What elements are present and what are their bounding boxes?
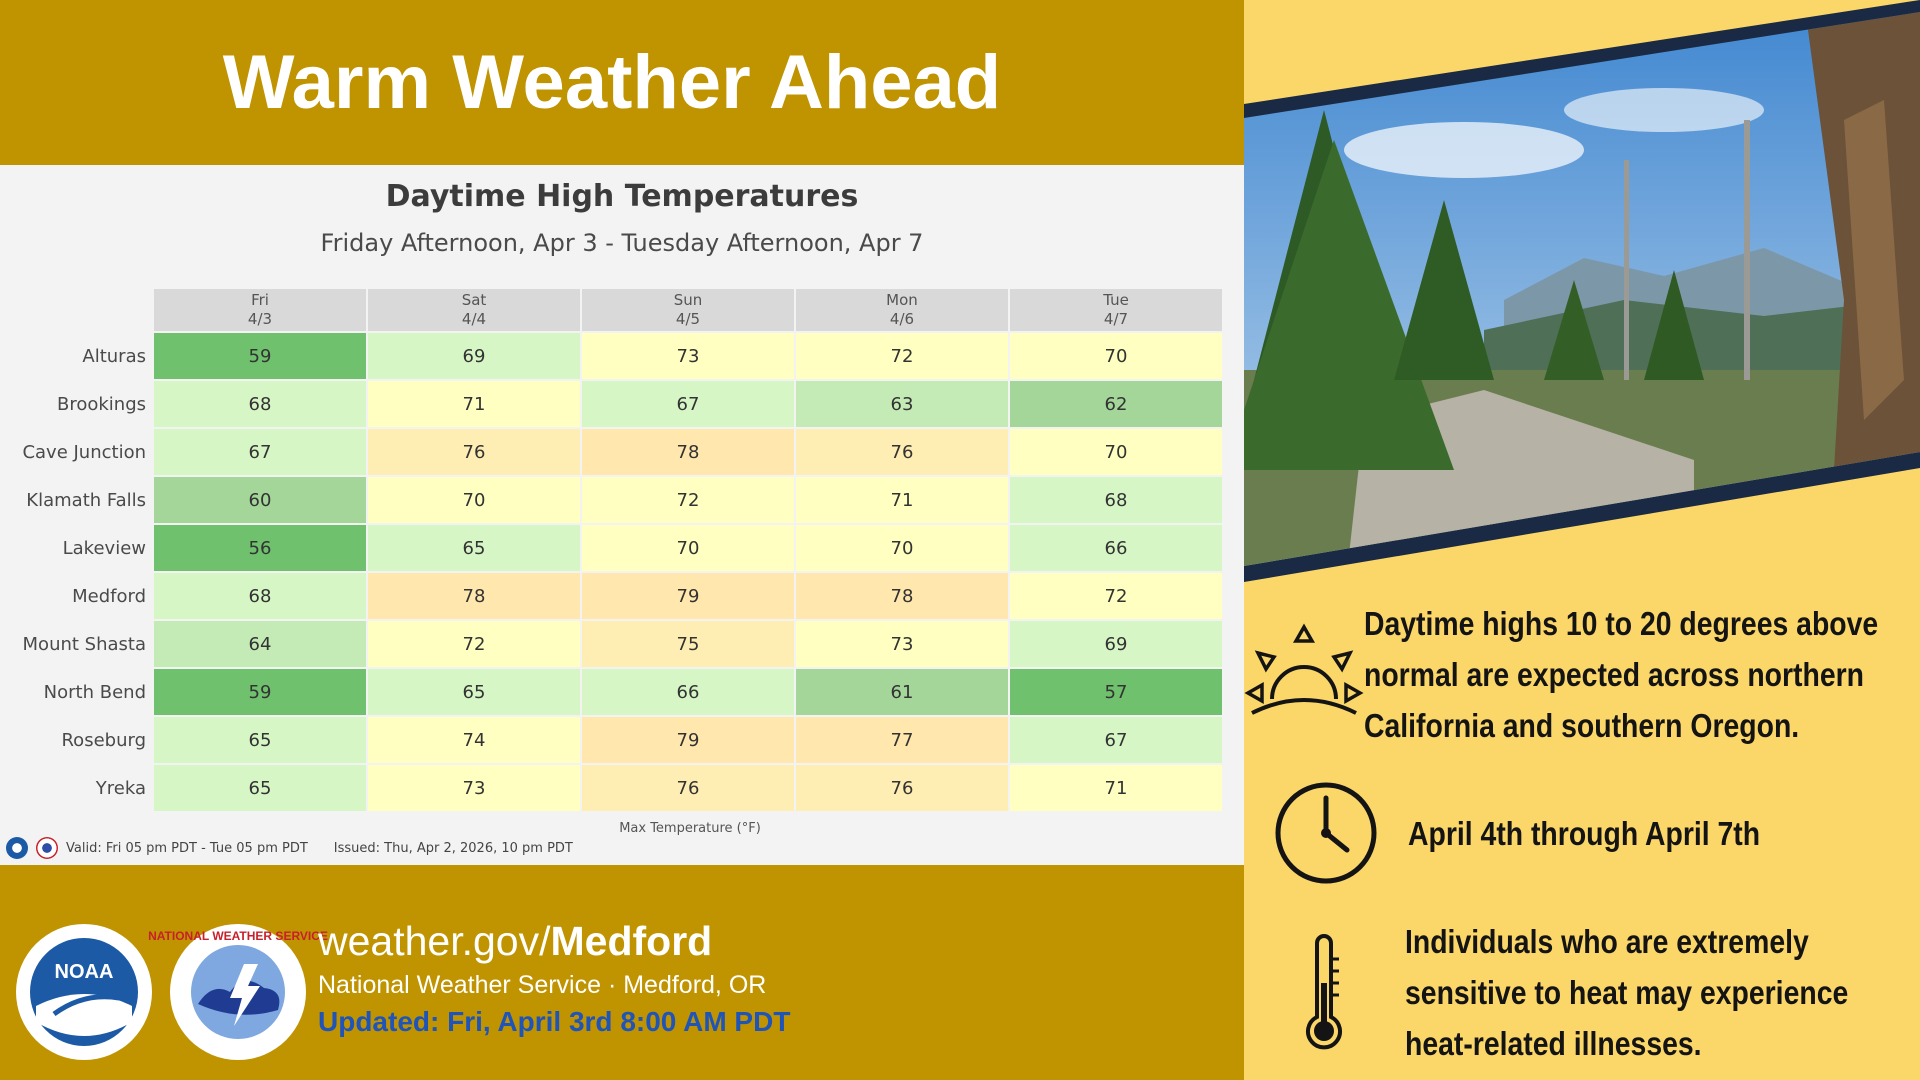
temperature-cell: 60 xyxy=(154,477,366,523)
temperature-cell: 74 xyxy=(368,717,580,763)
day-header: Sat 4/4 xyxy=(368,289,580,331)
right-panel xyxy=(1244,0,1920,1080)
temperature-cell: 65 xyxy=(368,669,580,715)
temperature-cell: 76 xyxy=(796,429,1008,475)
info-row-health xyxy=(1244,916,1920,1069)
valid-text: Valid: Fri 05 pm PDT - Tue 05 pm PDT xyxy=(66,840,308,856)
temperature-cell: 76 xyxy=(582,765,794,811)
table-row xyxy=(2,765,1222,811)
clock-icon xyxy=(1271,778,1381,888)
temperature-cell: 65 xyxy=(154,717,366,763)
noaa-logo-icon xyxy=(14,922,154,1062)
temperature-cell: 67 xyxy=(582,381,794,427)
day-header: Fri 4/3 xyxy=(154,289,366,331)
temperature-cell: 73 xyxy=(368,765,580,811)
table-row xyxy=(2,717,1222,763)
svg-text:NATIONAL WEATHER SERVICE: NATIONAL WEATHER SERVICE xyxy=(148,929,328,943)
headline: Warm Weather Ahead xyxy=(222,40,1002,125)
temperature-cell: 75 xyxy=(582,621,794,667)
temperature-cell: 59 xyxy=(154,669,366,715)
temperature-cell: 79 xyxy=(582,717,794,763)
nws-mini-logo-icon xyxy=(36,837,58,859)
temperature-cell: 71 xyxy=(1010,765,1222,811)
temperature-cell: 72 xyxy=(796,333,1008,379)
temperature-card xyxy=(0,165,1244,865)
temperature-cell: 72 xyxy=(582,477,794,523)
info-text-health: Individuals who are extremely sensitive to heat may experience heat-related illnesses. xyxy=(1404,923,1848,1062)
temperature-cell: 65 xyxy=(368,525,580,571)
table-header-row xyxy=(2,289,1222,331)
nws-logo-icon xyxy=(148,922,328,1062)
temperature-cell: 67 xyxy=(154,429,366,475)
temperature-cell: 69 xyxy=(368,333,580,379)
temperature-cell: 73 xyxy=(796,621,1008,667)
forest-photo xyxy=(1244,0,1920,600)
city-label: Yreka xyxy=(95,777,146,799)
temperature-cell: 78 xyxy=(582,429,794,475)
temperature-cell: 76 xyxy=(368,429,580,475)
temperature-cell: 57 xyxy=(1010,669,1222,715)
table-row xyxy=(2,381,1222,427)
thermometer-icon xyxy=(1289,933,1359,1053)
city-label: Brookings xyxy=(56,393,146,415)
temperature-cell: 69 xyxy=(1010,621,1222,667)
city-label: Cave Junction xyxy=(22,441,146,463)
table-row xyxy=(2,525,1222,571)
card-title: Daytime High Temperatures xyxy=(385,179,859,214)
temperature-cell: 65 xyxy=(154,765,366,811)
temperature-cell: 73 xyxy=(582,333,794,379)
card-footer xyxy=(6,837,573,859)
office-name: National Weather Service · Medford, OR xyxy=(318,971,767,999)
temperature-cell: 72 xyxy=(1010,573,1222,619)
table-corner xyxy=(2,289,152,331)
temperature-cell: 78 xyxy=(796,573,1008,619)
temperature-cell: 61 xyxy=(796,669,1008,715)
temperature-cell: 76 xyxy=(796,765,1008,811)
temperature-cell: 70 xyxy=(1010,429,1222,475)
temperature-cell: 70 xyxy=(582,525,794,571)
table-row xyxy=(2,669,1222,715)
temperature-cell: 78 xyxy=(368,573,580,619)
temperature-table xyxy=(0,287,1224,813)
noaa-mini-logo-icon xyxy=(6,837,28,859)
table-row xyxy=(2,333,1222,379)
city-label: Lakeview xyxy=(62,537,146,559)
issued-text: Issued: Thu, Apr 2, 2026, 10 pm PDT xyxy=(333,840,573,856)
temperature-cell: 79 xyxy=(582,573,794,619)
city-label: Klamath Falls xyxy=(26,489,146,511)
table-row xyxy=(2,429,1222,475)
info-text-dates: April 4th through April 7th xyxy=(1408,814,1761,852)
footer-text xyxy=(318,918,790,1038)
temperature-cell: 64 xyxy=(154,621,366,667)
temperature-cell: 62 xyxy=(1010,381,1222,427)
temperature-cell: 68 xyxy=(154,381,366,427)
svg-text:NOAA: NOAA xyxy=(54,961,114,983)
info-row-dates xyxy=(1244,778,1920,888)
temperature-cell: 77 xyxy=(796,717,1008,763)
city-label: Mount Shasta xyxy=(22,633,146,655)
info-text-highs: Daytime highs 10 to 20 degrees above normal are expected across northern California and southern Oregon. xyxy=(1364,605,1879,744)
city-label: North Bend xyxy=(43,681,146,703)
day-header: Sun 4/5 xyxy=(582,289,794,331)
temperature-cell: 59 xyxy=(154,333,366,379)
temperature-cell: 70 xyxy=(368,477,580,523)
temperature-cell: 71 xyxy=(368,381,580,427)
agency-logos xyxy=(14,922,328,1062)
headline-bar xyxy=(0,0,1244,165)
city-label: Roseburg xyxy=(61,729,146,751)
day-header: Mon 4/6 xyxy=(796,289,1008,331)
day-header: Tue 4/7 xyxy=(1010,289,1222,331)
temperature-cell: 70 xyxy=(1010,333,1222,379)
info-row-temps xyxy=(1244,598,1920,751)
temperature-cell: 63 xyxy=(796,381,1008,427)
temperature-cell: 66 xyxy=(1010,525,1222,571)
table-row xyxy=(2,621,1222,667)
updated-timestamp: Updated: Fri, April 3rd 8:00 AM PDT xyxy=(318,1006,791,1037)
legend-title: Max Temperature (°F) xyxy=(619,821,761,836)
temperature-cell: 71 xyxy=(796,477,1008,523)
city-label: Medford xyxy=(72,585,146,607)
sun-icon xyxy=(1244,615,1364,735)
temperature-cell: 56 xyxy=(154,525,366,571)
table-row xyxy=(2,573,1222,619)
temperature-cell: 72 xyxy=(368,621,580,667)
table-row xyxy=(2,477,1222,523)
temperature-cell: 70 xyxy=(796,525,1008,571)
card-subtitle: Friday Afternoon, Apr 3 - Tuesday Afternoon, Apr 7 xyxy=(320,229,924,257)
city-label: Alturas xyxy=(82,345,146,367)
website-link[interactable]: weather.gov/Medford xyxy=(318,918,713,964)
temperature-cell: 67 xyxy=(1010,717,1222,763)
temperature-cell: 68 xyxy=(1010,477,1222,523)
temperature-cell: 68 xyxy=(154,573,366,619)
temperature-cell: 66 xyxy=(582,669,794,715)
